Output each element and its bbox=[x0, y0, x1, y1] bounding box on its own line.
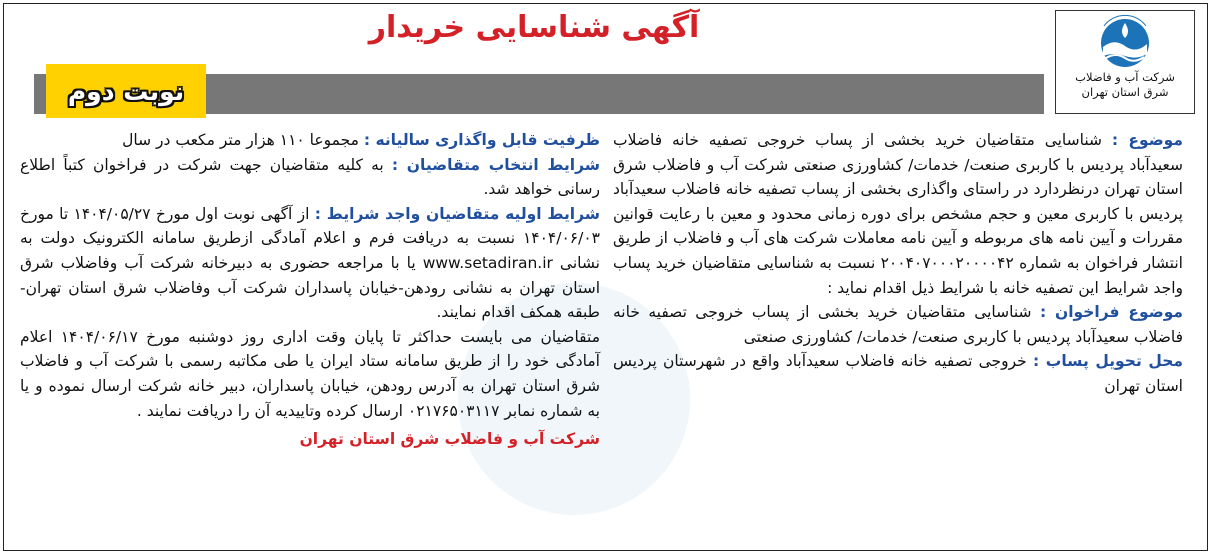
conditions-label: شرایط اولیه متقاضیان واجد شرایط : bbox=[314, 204, 600, 223]
conditions-paragraph bbox=[20, 202, 600, 325]
subject-label: موضوع : bbox=[1111, 131, 1183, 149]
water-company-logo-icon bbox=[1094, 14, 1156, 70]
notice-round-badge bbox=[46, 64, 206, 118]
advertisement-page bbox=[3, 3, 1208, 551]
selection-label: شرایط انتخاب متقاضیان : bbox=[391, 155, 600, 174]
selection-paragraph bbox=[20, 153, 600, 202]
conditions-text: از آگهی نوبت اول مورخ ۱۴۰۴/۰۵/۲۷ تا مورخ ۱۴۰۴/۰۶/۰۳ نسبت به دریافت فرم و اعلام آمادگی ازطریق سامانه الکترونیک دولت به نشانی www.setadiran.ir یا با مراجعه حضوری به دبیرخانه شرکت آب وفاضلاب شرق استان تهران به نشانی رودهن-خیابان پاسداران شرکت آب وفاضلاب شرق استان تهران- طبقه همکف اقدام نمایند. bbox=[20, 204, 600, 322]
subject-paragraph bbox=[613, 128, 1183, 300]
delivery-paragraph bbox=[613, 349, 1183, 398]
notice-round-label: نوبت دوم bbox=[67, 76, 185, 106]
capacity-paragraph bbox=[20, 128, 600, 153]
capacity-label: ظرفیت قابل واگذاری سالیانه : bbox=[363, 131, 600, 149]
right-column bbox=[613, 128, 1183, 399]
capacity-text: مجموعا ۱۱۰ هزار متر مکعب در سال bbox=[122, 131, 359, 149]
call-text: شناسایی متقاضیان خرید بخشی از پساب خروجی تصفیه خانه فاضلاب سعیدآباد پردیس با کاربری صنعت/ خدمات/ کشاورزی صنعتی bbox=[613, 303, 1183, 346]
left-column bbox=[20, 128, 600, 452]
subject-text: شناسایی متقاضیان خرید بخشی از پساب خروجی تصفیه خانه فاضلاب سعیدآباد پردیس با کاربری صنعت/ خدمات/ کشاورزی صنعتی شرکت آب و فاضلاب شرق استان تهران درنظردارد در راستای واگذاری بخشی از پساب تصفیه خانه فاضلاب سعیدآباد پردیس با کاربری معین و حجم مشخص برای دوره زمانی محدود و معین با رعایت قوانین مقررات و آیین نامه های مربوطه و آیین نامه معاملات شرکت های آب و فاضلاب از طریق انتشار فراخوان به شماره ۲۰۰۴۰۷۰۰۰۲۰۰۰۰۴۲ نسبت به شناسایی متقاضیان خرید پساب واجد شرایط این تصفیه خانه با شرایط ذیل اقدام نماید : bbox=[613, 131, 1183, 297]
logo-box bbox=[1055, 10, 1195, 114]
selection-text: به کلیه متقاضیان جهت شرکت در فراخوان کتباً اطلاع رسانی خواهد شد. bbox=[20, 155, 600, 199]
org-name-line1: شرکت آب و فاضلاب bbox=[1075, 70, 1175, 84]
org-name-line2: شرق استان تهران bbox=[1081, 85, 1169, 99]
delivery-text: خروجی تصفیه خانه فاضلاب سعیدآباد واقع در شهرستان پردیس استان تهران bbox=[613, 352, 1183, 395]
delivery-label: محل تحویل پساب : bbox=[1032, 352, 1183, 371]
signature: شرکت آب و فاضلاب شرق استان تهران bbox=[299, 430, 600, 449]
call-paragraph bbox=[613, 300, 1183, 349]
call-label: موضوع فراخوان : bbox=[1039, 303, 1184, 322]
deadline-paragraph: متقاضیان می بایست حداکثر تا پایان وقت اداری روز دوشنبه مورخ ۱۴۰۴/۰۶/۱۷ اعلام آمادگی خود را از طریق سامانه ستاد ایران یا طی مکاتبه رسمی با شرکت آب و فاضلاب شرق استان تهران به آدرس رودهن، خیابان پاسداران، دبیر خانه شرکت ارسال نموده و یا به شماره نمابر ۰۲۱۷۶۵۰۳۱۱۷ ارسال کرده وتاییدیه آن را دریافت نمایند . bbox=[20, 327, 600, 420]
page-title: آگهی شناسایی خریدار bbox=[368, 10, 700, 45]
